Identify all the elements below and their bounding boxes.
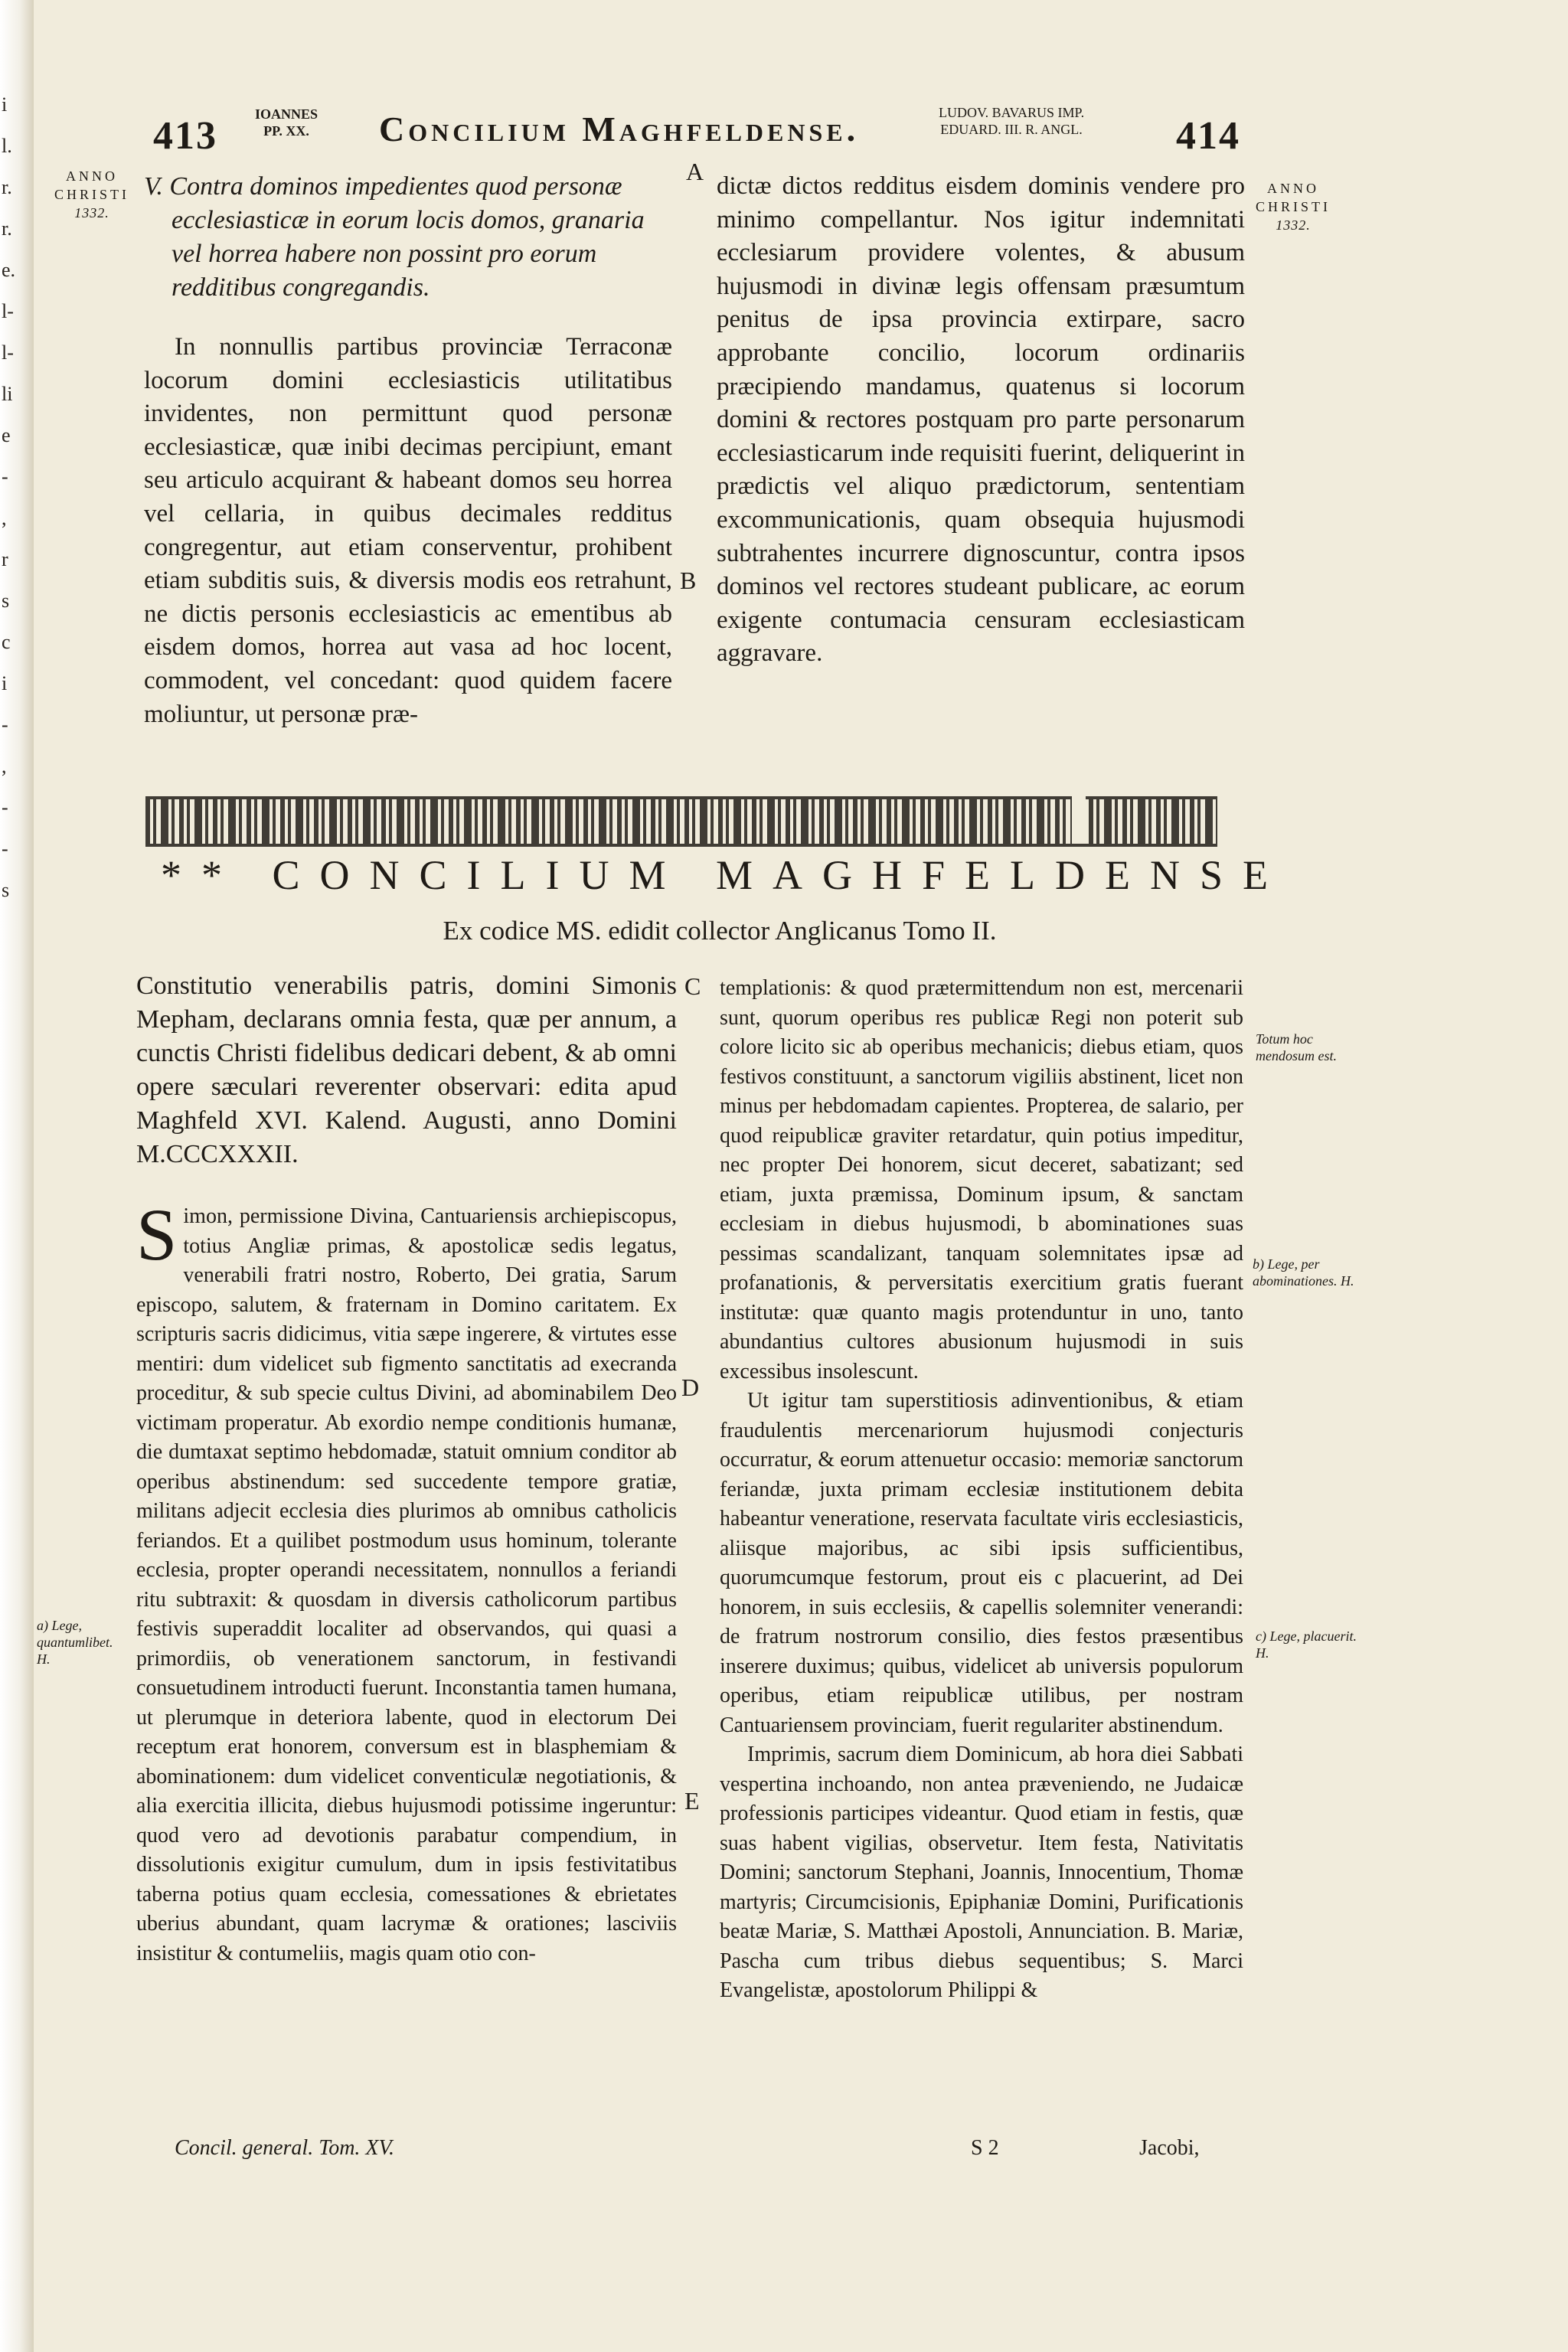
chapter-text-continued: dictæ dictos redditus eisdem dominis vendere pro minimo compellantur. Nos igitur indemnitati ecclesiarum providere volentes, & abusum hujusmodi in divinæ legis offensam præsumtum penitus de ipsa provincia extirpare, sacro approbante concilio, locorum ordinariis præcipiendo mandamus, quatenus si locorum domini & rectores postquam pro parte personarum ecclesiasticarum inde requisiti fuerint, deliquerint in prædictis vel aliquo prædictorum, sententiam excommunicationis, quam obsequia hujusmodi subtrahentes incurrere dignoscuntur, contra ipsos dominos vel rectores studeant publicare, ac eorum exigente contumacia censuram ecclesiasticam aggravare. bbox=[717, 172, 1245, 668]
gutter-fragment: - bbox=[2, 714, 8, 736]
top-right-column bbox=[717, 170, 1245, 671]
footer-reference: Concil. general. Tom. XV. bbox=[175, 2136, 395, 2160]
gutter-fragment: c bbox=[2, 631, 11, 653]
margin-year-value: 1332. bbox=[1276, 217, 1311, 233]
chapter-text: In nonnullis partibus provinciæ Terraconæ locorum domini ecclesiasticis utilitatibus invidentes, non permittunt quod personæ ecclesiasticæ, quæ inibi decimas percipiunt, emant seu articulo acquirant & habeant domos seu horrea vel cellaria, in quibus decimales redditus congregentur, aut etiam conserventur, prohibent etiam subditis suis, & diversis modis eos retrahunt, ne dictis personis ecclesiasticis ac ementibus ab eisdem domos, horrea aut vasa ad hoc locent, commodent, vel concedant: quod quidem facere moliuntur, ut personæ præ- bbox=[144, 333, 672, 728]
section-letter-b: B bbox=[680, 567, 697, 594]
gutter-fragment: r. bbox=[2, 217, 12, 240]
header-ruler-line: LUDOV. BAVARUS IMP. bbox=[939, 105, 1085, 120]
header-pope-line: PP. XX. bbox=[263, 123, 309, 139]
section-letter-d: D bbox=[681, 1374, 700, 1401]
gutter-fragment: li bbox=[2, 383, 13, 405]
running-title: Concilium Maghfeldense. bbox=[379, 109, 860, 149]
gutter-fragment: , bbox=[2, 755, 7, 777]
page-number-right: 414 bbox=[1176, 114, 1240, 158]
margin-year-left bbox=[49, 167, 135, 222]
gutter-fragment: i bbox=[2, 672, 8, 694]
section-letter-c: C bbox=[684, 972, 701, 1000]
margin-year-right bbox=[1248, 179, 1338, 234]
council-subtitle: Ex codice MS. edidit collector Anglicanus Tomo II. bbox=[443, 916, 997, 946]
section-letter-e: E bbox=[684, 1787, 700, 1815]
gutter-fragment: e. bbox=[2, 259, 16, 281]
header-rulers bbox=[939, 104, 1084, 138]
gutter-fragment: - bbox=[2, 838, 8, 860]
margin-note-c: c) Lege, placuerit. H. bbox=[1256, 1628, 1357, 1661]
ornament-break bbox=[1072, 793, 1086, 844]
constitution-intro: Constitutio venerabilis patris, domini Simonis Mepham, declarans omnia festa, quæ per annum, a cunctis Christi fidelibus dedicari debent, & ab omni opere sæculari reverenter observari: edita apud Maghfeld XVI. Kalend. Augusti, anno Domini M.CCCXXXII. bbox=[136, 972, 677, 1168]
gutter-fragment: s bbox=[2, 879, 10, 901]
chapter-heading: V. Contra dominos impedientes quod personæ ecclesiasticæ in eorum locis domos, granaria vel horrea habere non possint pro eorum redditibus congregandis. bbox=[144, 172, 645, 302]
gutter-fragment: - bbox=[2, 796, 8, 818]
letter-text bbox=[136, 1194, 677, 1968]
margin-year-value: 1332. bbox=[74, 205, 109, 220]
bottom-left-column bbox=[136, 969, 677, 1968]
letter-paragraph: Ut igitur tam superstitiosis adinventionibus, & etiam fraudulentis mercenariorum hujusmodi conjecturis occurratur, & eorum attenuetur occasio: memoriæ sanctorum feriandæ, juxta primam ecclesiæ institutionem debita habeantur veneratione, reservata facultate viris ecclesiasticis, aliisque majoribus, ac sibi ipsis sufficientibus, quorumcumque festorum, prout eis c placuerint, ad Dei honorem, in suis ecclesiis, & capellis solemniter venerandi: de fratrum nostrorum consilio, dies festos præsentibus inserere duximus; quibus, videlicet ab universis populorum operibus, etiam reipublicæ utilibus, per nostram Cantuariensem provinciam, fuerit regulariter abstinendum. bbox=[720, 1389, 1243, 1737]
gutter-fragment: l- bbox=[2, 341, 14, 364]
council-title: ** CONCILIUM MAGHFELDENSE bbox=[161, 852, 1288, 898]
header-pope-line: IOANNES bbox=[255, 106, 318, 122]
drop-capital: S bbox=[136, 1194, 178, 1276]
letter-body: imon, permissione Divina, Cantuariensis archiepiscopus, totius Angliæ primas, & apostolicæ sedis legatus, venerabili fratri nostro, Roberto, Dei gratia, Sarum episcopo, salutem, & fraternam in Domino caritatem. Ex scripturis sacris didicimus, vitia sæpe ingerere, & virtutes esse mentiri: dum videlicet sub figmento sanctitatis ad execranda proceditur, & sub specie cultus Divini, ad abominabilem Deo victimam properatur. Ab exordio nempe conditionis humanæ, die dumtaxat septimo hebdomadæ, statuit omnium conditor ab operibus abstinendum: sed succedente tempore gratiæ, militans adjecit ecclesia dies plurimos ab omnibus catholicis feriandos. Et a quilibet postmodum usus hominum, tolerante ecclesia, propter operandi necessitatem, nonnullos a feriandi ritu subtraxit: & quosdam in diversis catholicorum partibus festivis superaddit localiter ad observandos, qui quasi a primordiis, ob venerationem sanctorum, in festivandi consuetudinem introducti fuerunt. Inconstantia tamen humana, ut plerumque in deteriora labente, quod in electorum Dei receptum erat honorem, conversum est in blasphemiam & abominationem: dum videlicet conventiculæ negotiationis, & alia exercitia illicita, diebus hujusmodi potissime ingeruntur: quod vero ad devotionis parabatur compendium, in dissolutionis exigitur cumulum, dum in ipsis festivitatibus taberna potius quam ecclesia, comessationes & ebrietates uberius abundant, quam lacrymæ & orationes; lasciviis insistitur & contumeliis, magis quam otio con- bbox=[136, 1204, 677, 1965]
gutter-fragment: l. bbox=[2, 135, 12, 157]
signature-mark: S 2 bbox=[971, 2136, 999, 2160]
margin-note-totum: Totum hoc mendosum est. bbox=[1256, 1031, 1337, 1063]
letter-text-continued: templationis: & quod prætermittendum non est, mercenarii sunt, quorum operibus res publicæ Regi non poterit sub colore licito sic ab operibus mechanicis; diebus etiam, quos festivos constituunt, a sanctorum vigiliis abstinent, licet non minus per hebdomadam capientes. Propterea, de salario, per quod reipublicæ graviter retardatur, quin potius impeditur, nec propter Dei honorem, sicut deceret, sabatizant; sed etiam, juxta præmissa, Dominum ipsum, & sanctam ecclesiam in diebus hujusmodi, b abominationes suas pessimas scandalizant, tanquam solemnitates ipsæ ad profanationis, & perversitatis exercitium gratis fuerant institutæ: quæ quanto magis protenduntur in uno, tanto abundantius cultores abusionum hujusmodi in suis excessibus insolescunt. bbox=[720, 976, 1243, 1383]
margin-year-label: ANNO CHRISTI bbox=[1255, 181, 1331, 214]
feast-list-paragraph: Imprimis, sacrum diem Dominicum, ab hora diei Sabbati vespertina inchoando, non antea præveniendo, ne Judaicæ professionis participes videantur. Quod etiam in festis, quæ suas habent vigilias, observetur. Item festa, Nativitatis Domini; sanctorum Stephani, Joannis, Innocentium, Thomæ martyris; Circumcisionis, Epiphaniæ Domini, Purificationis beatæ Mariæ, S. Matthæi Apostoli, Annunciation. B. Mariæ, Pascha cum tribus diebus sequentibus; S. Marci Evangelistæ, apostolorum Philippi & bbox=[720, 1743, 1243, 2002]
gutter-fragment: r bbox=[2, 548, 8, 570]
margin-note-b: b) Lege, per abominationes. H. bbox=[1253, 1256, 1354, 1289]
bottom-right-column bbox=[720, 974, 1243, 2006]
catchword: Jacobi, bbox=[1139, 2136, 1200, 2160]
top-left-column bbox=[144, 170, 672, 731]
gutter-fragment: l- bbox=[2, 300, 14, 322]
section-letter-a: A bbox=[686, 158, 704, 185]
gutter-fragment: , bbox=[2, 507, 7, 529]
gutter-fragment: e bbox=[2, 424, 11, 446]
gutter-fragment: r. bbox=[2, 176, 12, 198]
header-ruler-line: EDUARD. III. R. ANGL. bbox=[940, 122, 1083, 137]
gutter-fragment: - bbox=[2, 466, 8, 488]
margin-year-label: ANNO CHRISTI bbox=[54, 168, 129, 202]
page-number-left: 413 bbox=[153, 114, 217, 158]
header-pope bbox=[255, 106, 318, 139]
opposite-page-edge-text bbox=[2, 84, 32, 911]
gutter-fragment: s bbox=[2, 590, 10, 612]
gutter-fragment: i bbox=[2, 93, 8, 116]
margin-note-a: a) Lege, quantumlibet. H. bbox=[37, 1618, 113, 1667]
ornamental-band bbox=[145, 796, 1217, 847]
